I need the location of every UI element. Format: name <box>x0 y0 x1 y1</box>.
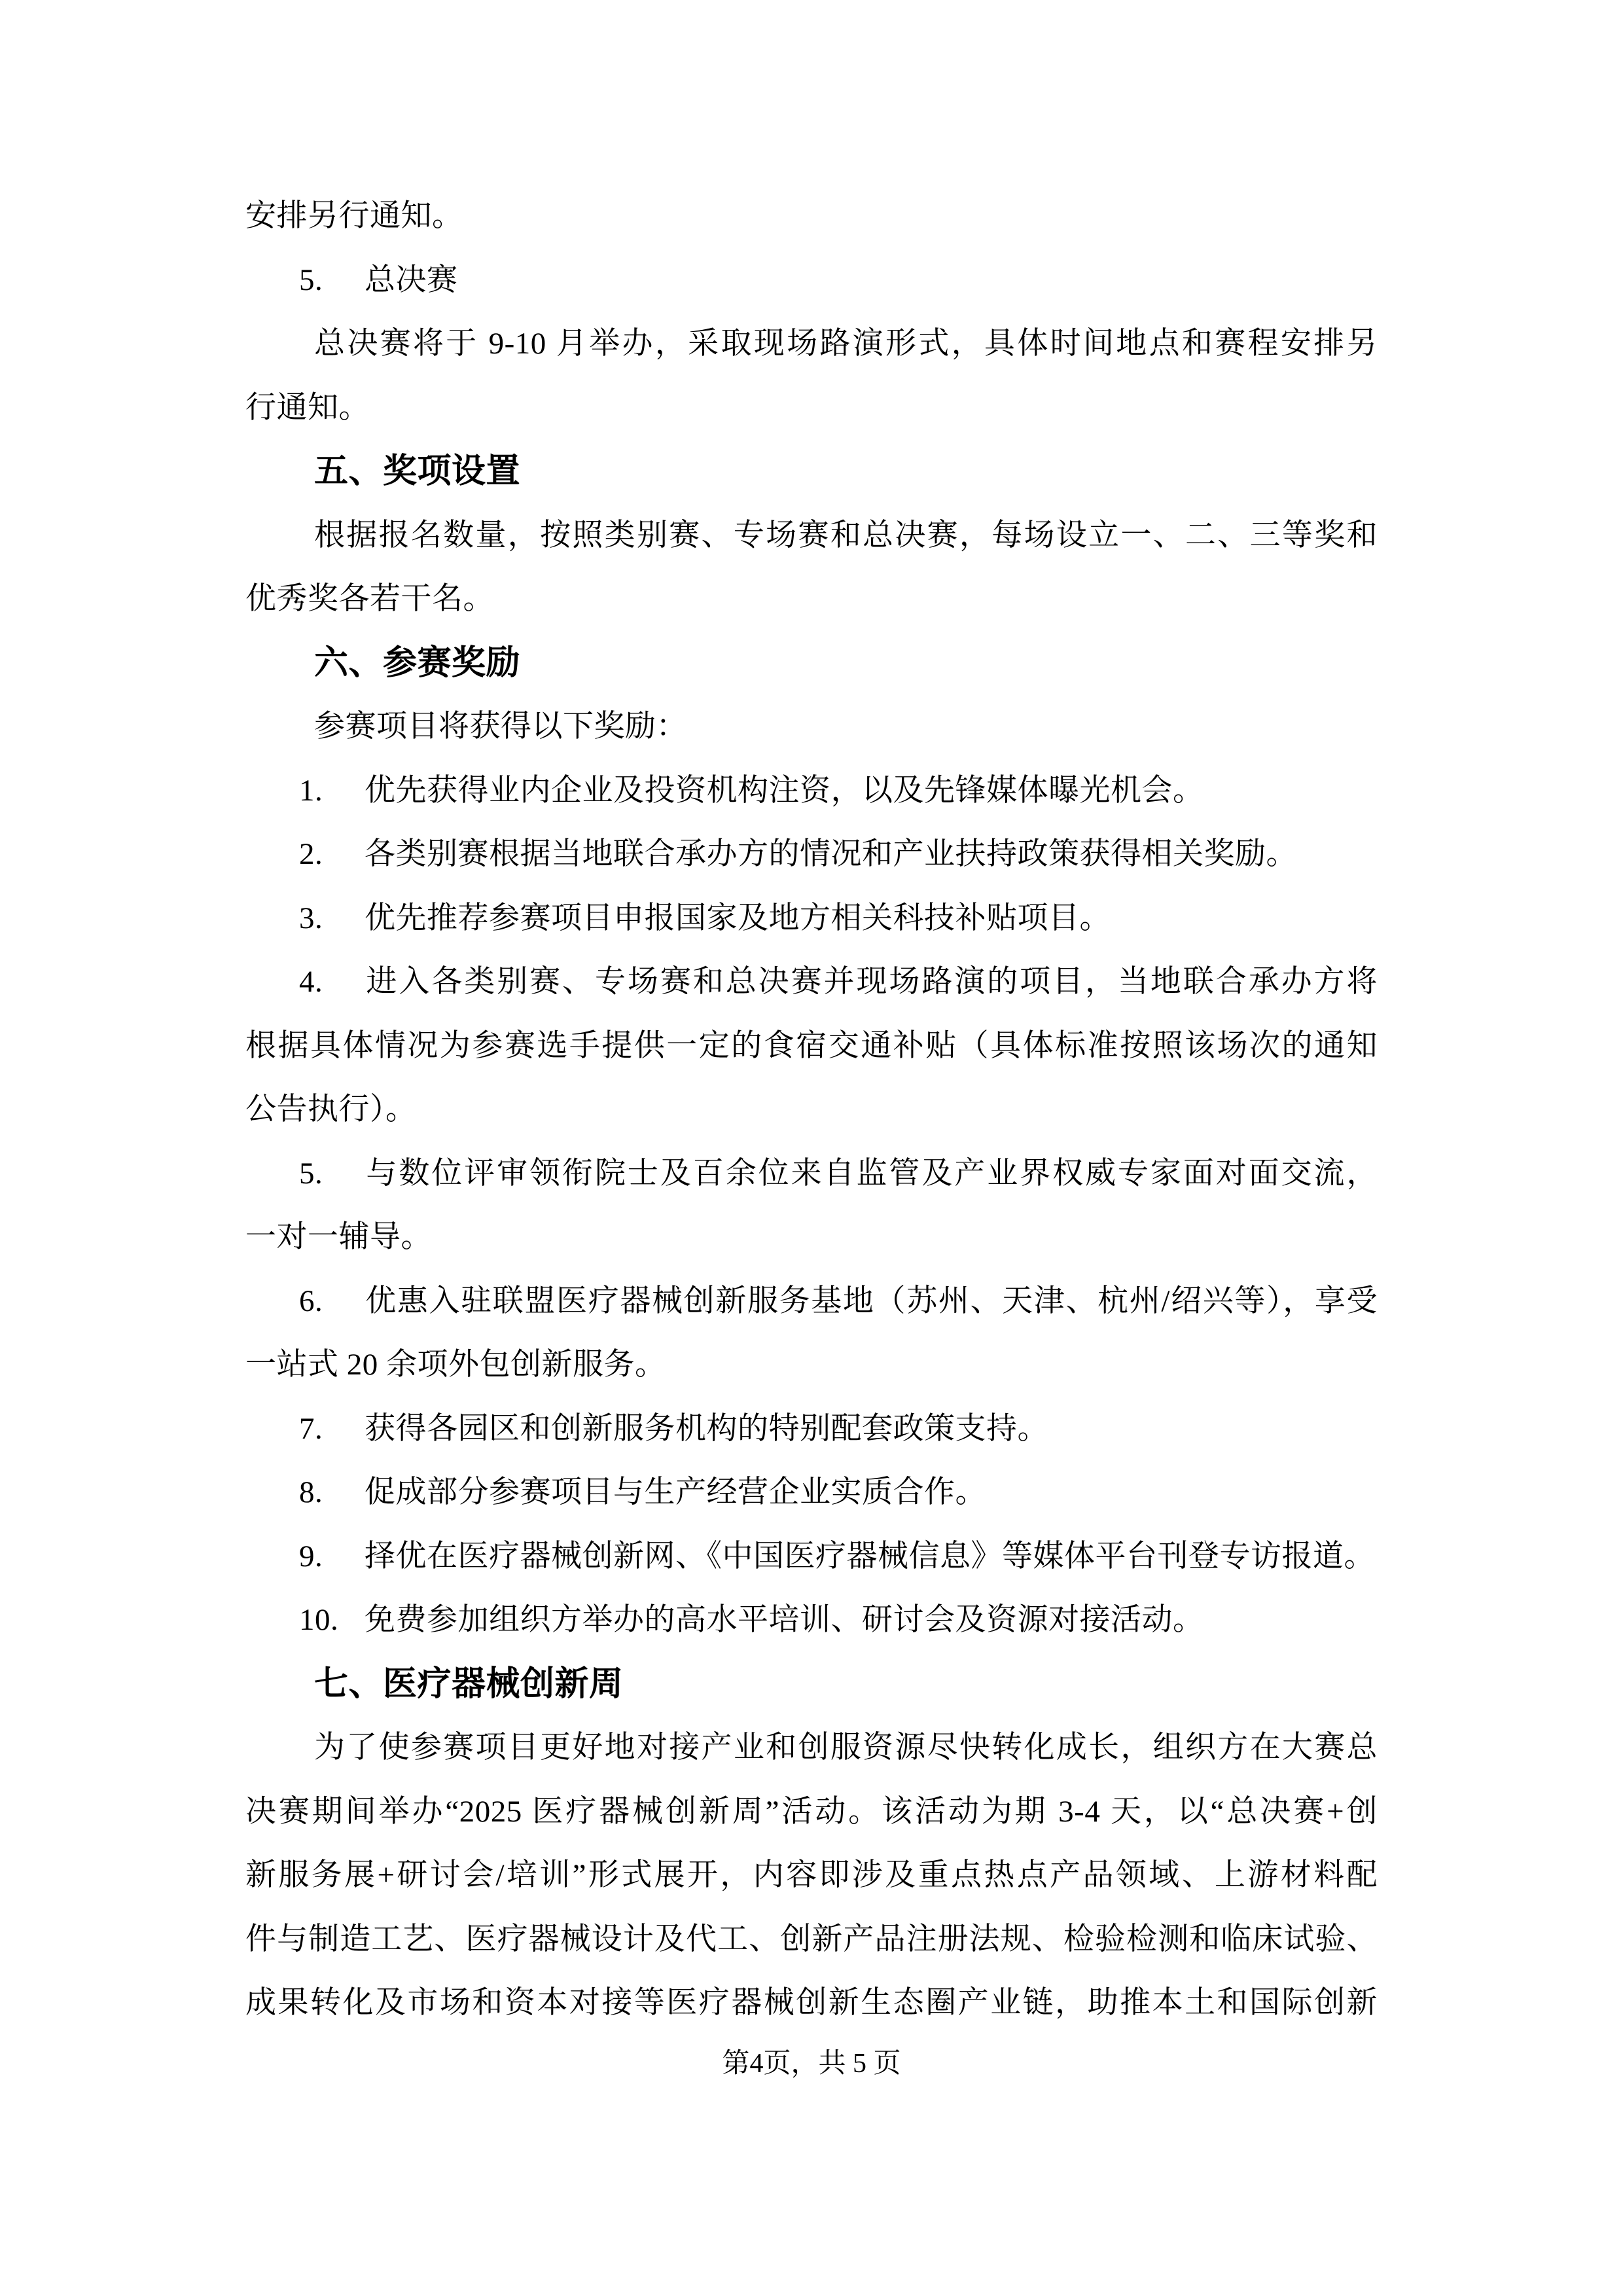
document-body <box>245 185 1378 2036</box>
text-line: 公告执行）。 <box>245 1092 417 1126</box>
list-item <box>245 1525 1378 1589</box>
section-heading: 五、奖项设置 <box>314 453 521 490</box>
list-item <box>245 1270 1378 1334</box>
text-line: 根据具体情况为参赛选手提供一定的食宿交通补贴（具体标准按照该场次的通知 <box>245 1028 1378 1063</box>
list-text: 优先推荐参赛项目申报国家及地方相关科技补贴项目。 <box>365 901 1111 935</box>
text-line: 决赛期间举办“2025 医疗器械创新周”活动。该活动为期 3-4 天，以“总决赛+创 <box>245 1794 1378 1829</box>
list-text: 与数位评审领衔院士及百余位来自监管及产业界权威专家面对面交流， <box>365 1156 1378 1191</box>
list-number: 6. <box>299 1283 323 1318</box>
list-text: 优先获得业内企业及投资机构注资，以及先锋媒体曝光机会。 <box>365 773 1204 808</box>
text-line: 总决赛将于 9-10 月举办，采取现场路演形式，具体时间地点和赛程安排另 <box>314 327 1378 361</box>
list-item <box>245 1142 1378 1206</box>
text-line: 件与制造工艺、医疗器械设计及代工、创新产品注册法规、检验检测和临床试验、 <box>245 1922 1378 1956</box>
list-item <box>245 1397 1378 1462</box>
list-number: 1. <box>299 773 323 808</box>
list-item <box>245 887 1378 951</box>
list-text: 优惠入驻联盟医疗器械创新服务基地（苏州、天津、杭州/绍兴等），享受 <box>365 1283 1378 1318</box>
list-number: 8. <box>299 1475 323 1509</box>
text-line: 行通知。 <box>245 390 370 425</box>
list-number: 9. <box>299 1539 323 1573</box>
list-number: 2. <box>299 837 323 871</box>
list-text: 各类别赛根据当地联合承办方的情况和产业扶持政策获得相关奖励。 <box>365 837 1297 871</box>
list-text: 进入各类别赛、专场赛和总决赛并现场路演的项目，当地联合承办方将 <box>365 965 1378 999</box>
list-item <box>245 1461 1378 1525</box>
list-number: 10. <box>299 1603 339 1637</box>
text-line: 根据报名数量，按照类别赛、专场赛和总决赛，每场设立一、二、三等奖和 <box>314 518 1378 552</box>
text-line: 一站式 20 余项外包创新服务。 <box>245 1348 666 1382</box>
list-number: 7. <box>299 1411 323 1446</box>
list-text: 获得各园区和创新服务机构的特别配套政策支持。 <box>365 1411 1048 1446</box>
section-heading: 六、参赛奖励 <box>314 644 521 682</box>
list-item <box>245 759 1378 823</box>
text-line: 新服务展+研讨会/培训”形式展开，内容即涉及重点热点产品领域、上游材料配 <box>245 1858 1378 1892</box>
text-line: 一对一辅导。 <box>245 1220 432 1254</box>
list-item <box>245 823 1378 887</box>
list-number: 4. <box>299 965 323 999</box>
page-number-footer: 第4页，共 5 页 <box>722 2049 901 2079</box>
list-text: 总决赛 <box>365 262 458 297</box>
list-text: 择优在医疗器械创新网、《中国医疗器械信息》等媒体平台刊登专访报道。 <box>365 1539 1375 1573</box>
list-number: 3. <box>299 901 323 935</box>
list-item <box>245 1588 1378 1653</box>
text-line: 为了使参赛项目更好地对接产业和创服资源尽快转化成长，组织方在大赛总 <box>314 1731 1378 1765</box>
list-number: 5. <box>299 1156 323 1191</box>
section-heading: 七、医疗器械创新周 <box>314 1665 624 1703</box>
list-item <box>245 249 1378 313</box>
list-item <box>245 950 1378 1014</box>
text-line: 参赛项目将获得以下奖励： <box>314 709 687 744</box>
text-line: 安排另行通知。 <box>245 199 463 233</box>
text-line: 优秀奖各若干名。 <box>245 582 494 616</box>
list-number: 5. <box>299 262 323 297</box>
list-text: 促成部分参赛项目与生产经营企业实质合作。 <box>365 1475 986 1509</box>
list-text: 免费参加组织方举办的高水平培训、研讨会及资源对接活动。 <box>365 1603 1204 1637</box>
text-line: 成果转化及市场和资本对接等医疗器械创新生态圈产业链，助推本土和国际创新 <box>245 1986 1378 2020</box>
